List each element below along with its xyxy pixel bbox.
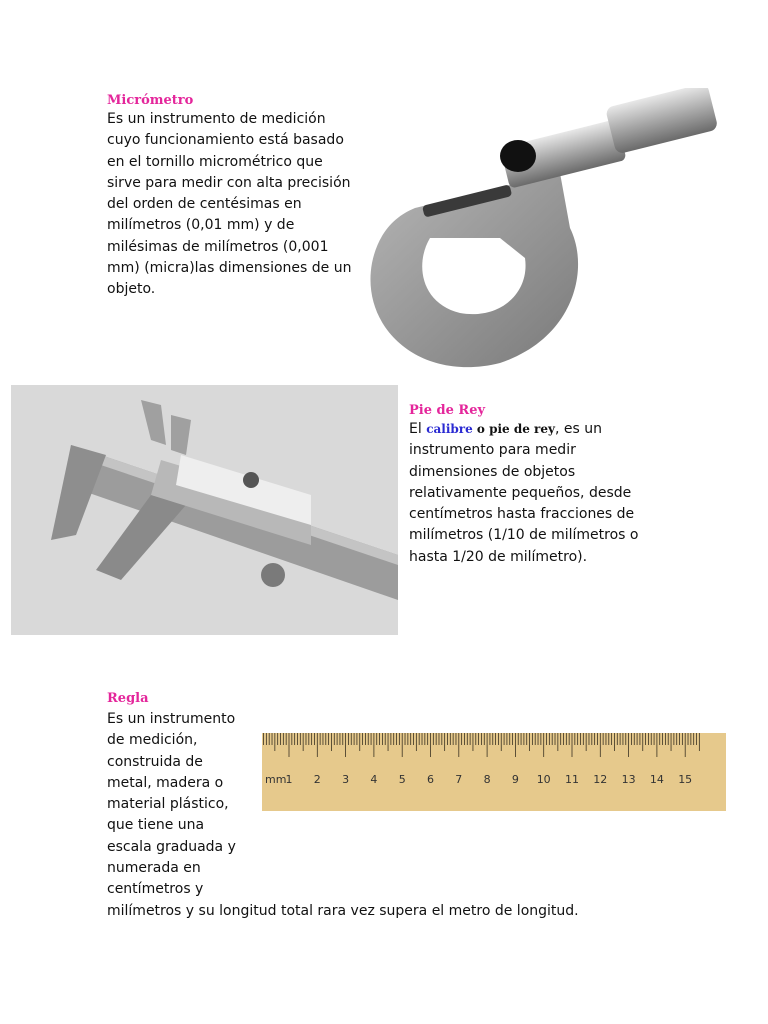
micrometro-line: milímetros (0,01 mm) y de xyxy=(107,217,295,234)
pie-de-rey-rest: , es un xyxy=(555,421,603,437)
ruler-number: 1 xyxy=(285,773,293,786)
ruler-number: 3 xyxy=(342,773,350,786)
regla-line: de medición, xyxy=(107,732,198,749)
micrometro-heading: Micrómetro xyxy=(107,93,194,108)
pie-de-rey-prefix: El xyxy=(409,421,427,437)
ruler-number: 2 xyxy=(313,773,321,786)
calibre-link[interactable]: calibre xyxy=(426,422,473,436)
pie-de-rey-line: relativamente pequeños, desde xyxy=(409,484,632,501)
micrometer-lock-knob xyxy=(500,140,536,172)
regla-line: numerada en xyxy=(107,860,201,877)
ruler-number: 6 xyxy=(427,773,434,786)
regla-line: que tiene una xyxy=(107,817,205,834)
ruler-number: 4 xyxy=(370,773,378,786)
pie-de-rey-first-line xyxy=(409,419,638,440)
caliper-screw xyxy=(243,472,259,488)
ruler-number: 10 xyxy=(536,773,551,786)
micrometro-line: milésimas de milímetros (0,001 xyxy=(107,238,329,255)
pie-de-rey-line: centímetros hasta fracciones de xyxy=(409,506,635,523)
ruler-number: 7 xyxy=(455,773,463,786)
ruler-number: 12 xyxy=(593,773,608,786)
caliper-thumb-wheel xyxy=(261,563,285,587)
regla-line: Es un instrumento xyxy=(107,711,236,727)
ruler-number: 9 xyxy=(511,773,519,786)
pie-de-rey-term: o pie de rey xyxy=(472,422,555,436)
regla-line: centímetros y xyxy=(107,881,204,898)
ruler-number: 13 xyxy=(621,773,636,786)
micrometer-image xyxy=(360,88,720,378)
pie-de-rey-line: instrumento para medir xyxy=(409,442,576,459)
ruler-number: 15 xyxy=(678,773,693,786)
regla-line: escala graduada y xyxy=(107,838,236,855)
micrometro-line: sirve para medir con alta precisión xyxy=(107,174,351,191)
ruler-number: 8 xyxy=(483,773,491,786)
pie-de-rey-line: dimensiones de objetos xyxy=(409,463,576,480)
micrometro-line: del orden de centésimas en xyxy=(107,196,302,213)
regla-line: material plástico, xyxy=(107,796,229,813)
pie-de-rey-line: hasta 1/20 de milímetro). xyxy=(409,548,588,565)
ruler-number: 5 xyxy=(398,773,406,786)
regla-heading: Regla xyxy=(107,691,149,706)
pie-de-rey-description xyxy=(409,419,638,568)
ruler-number: 14 xyxy=(649,773,664,786)
ruler-numbers xyxy=(286,773,693,786)
regla-line: milímetros y su longitud total rara vez supera el metro de longitud. xyxy=(107,902,579,919)
ruler-unit-label: mm xyxy=(265,773,287,786)
micrometro-line: cuyo funcionamiento está basado xyxy=(107,132,344,149)
micrometro-line: mm) (micra)las dimensiones de un xyxy=(107,260,352,277)
micrometro-line: en el tornillo micrométrico que xyxy=(107,153,323,170)
micrometro-line: objeto. xyxy=(107,281,156,298)
ruler-number: 11 xyxy=(565,773,579,786)
ruler-image xyxy=(262,733,726,811)
pie-de-rey-heading: Pie de Rey xyxy=(409,403,486,418)
micrometro-description xyxy=(107,109,351,301)
regla-line: metal, madera o xyxy=(107,774,224,791)
micrometer-thimble xyxy=(605,88,718,155)
pie-de-rey-line: milímetros (1/10 de milímetros o xyxy=(409,527,639,544)
micrometro-line: Es un instrumento de medición xyxy=(107,111,326,127)
regla-line: construida de xyxy=(107,753,203,770)
caliper-image xyxy=(11,385,398,635)
